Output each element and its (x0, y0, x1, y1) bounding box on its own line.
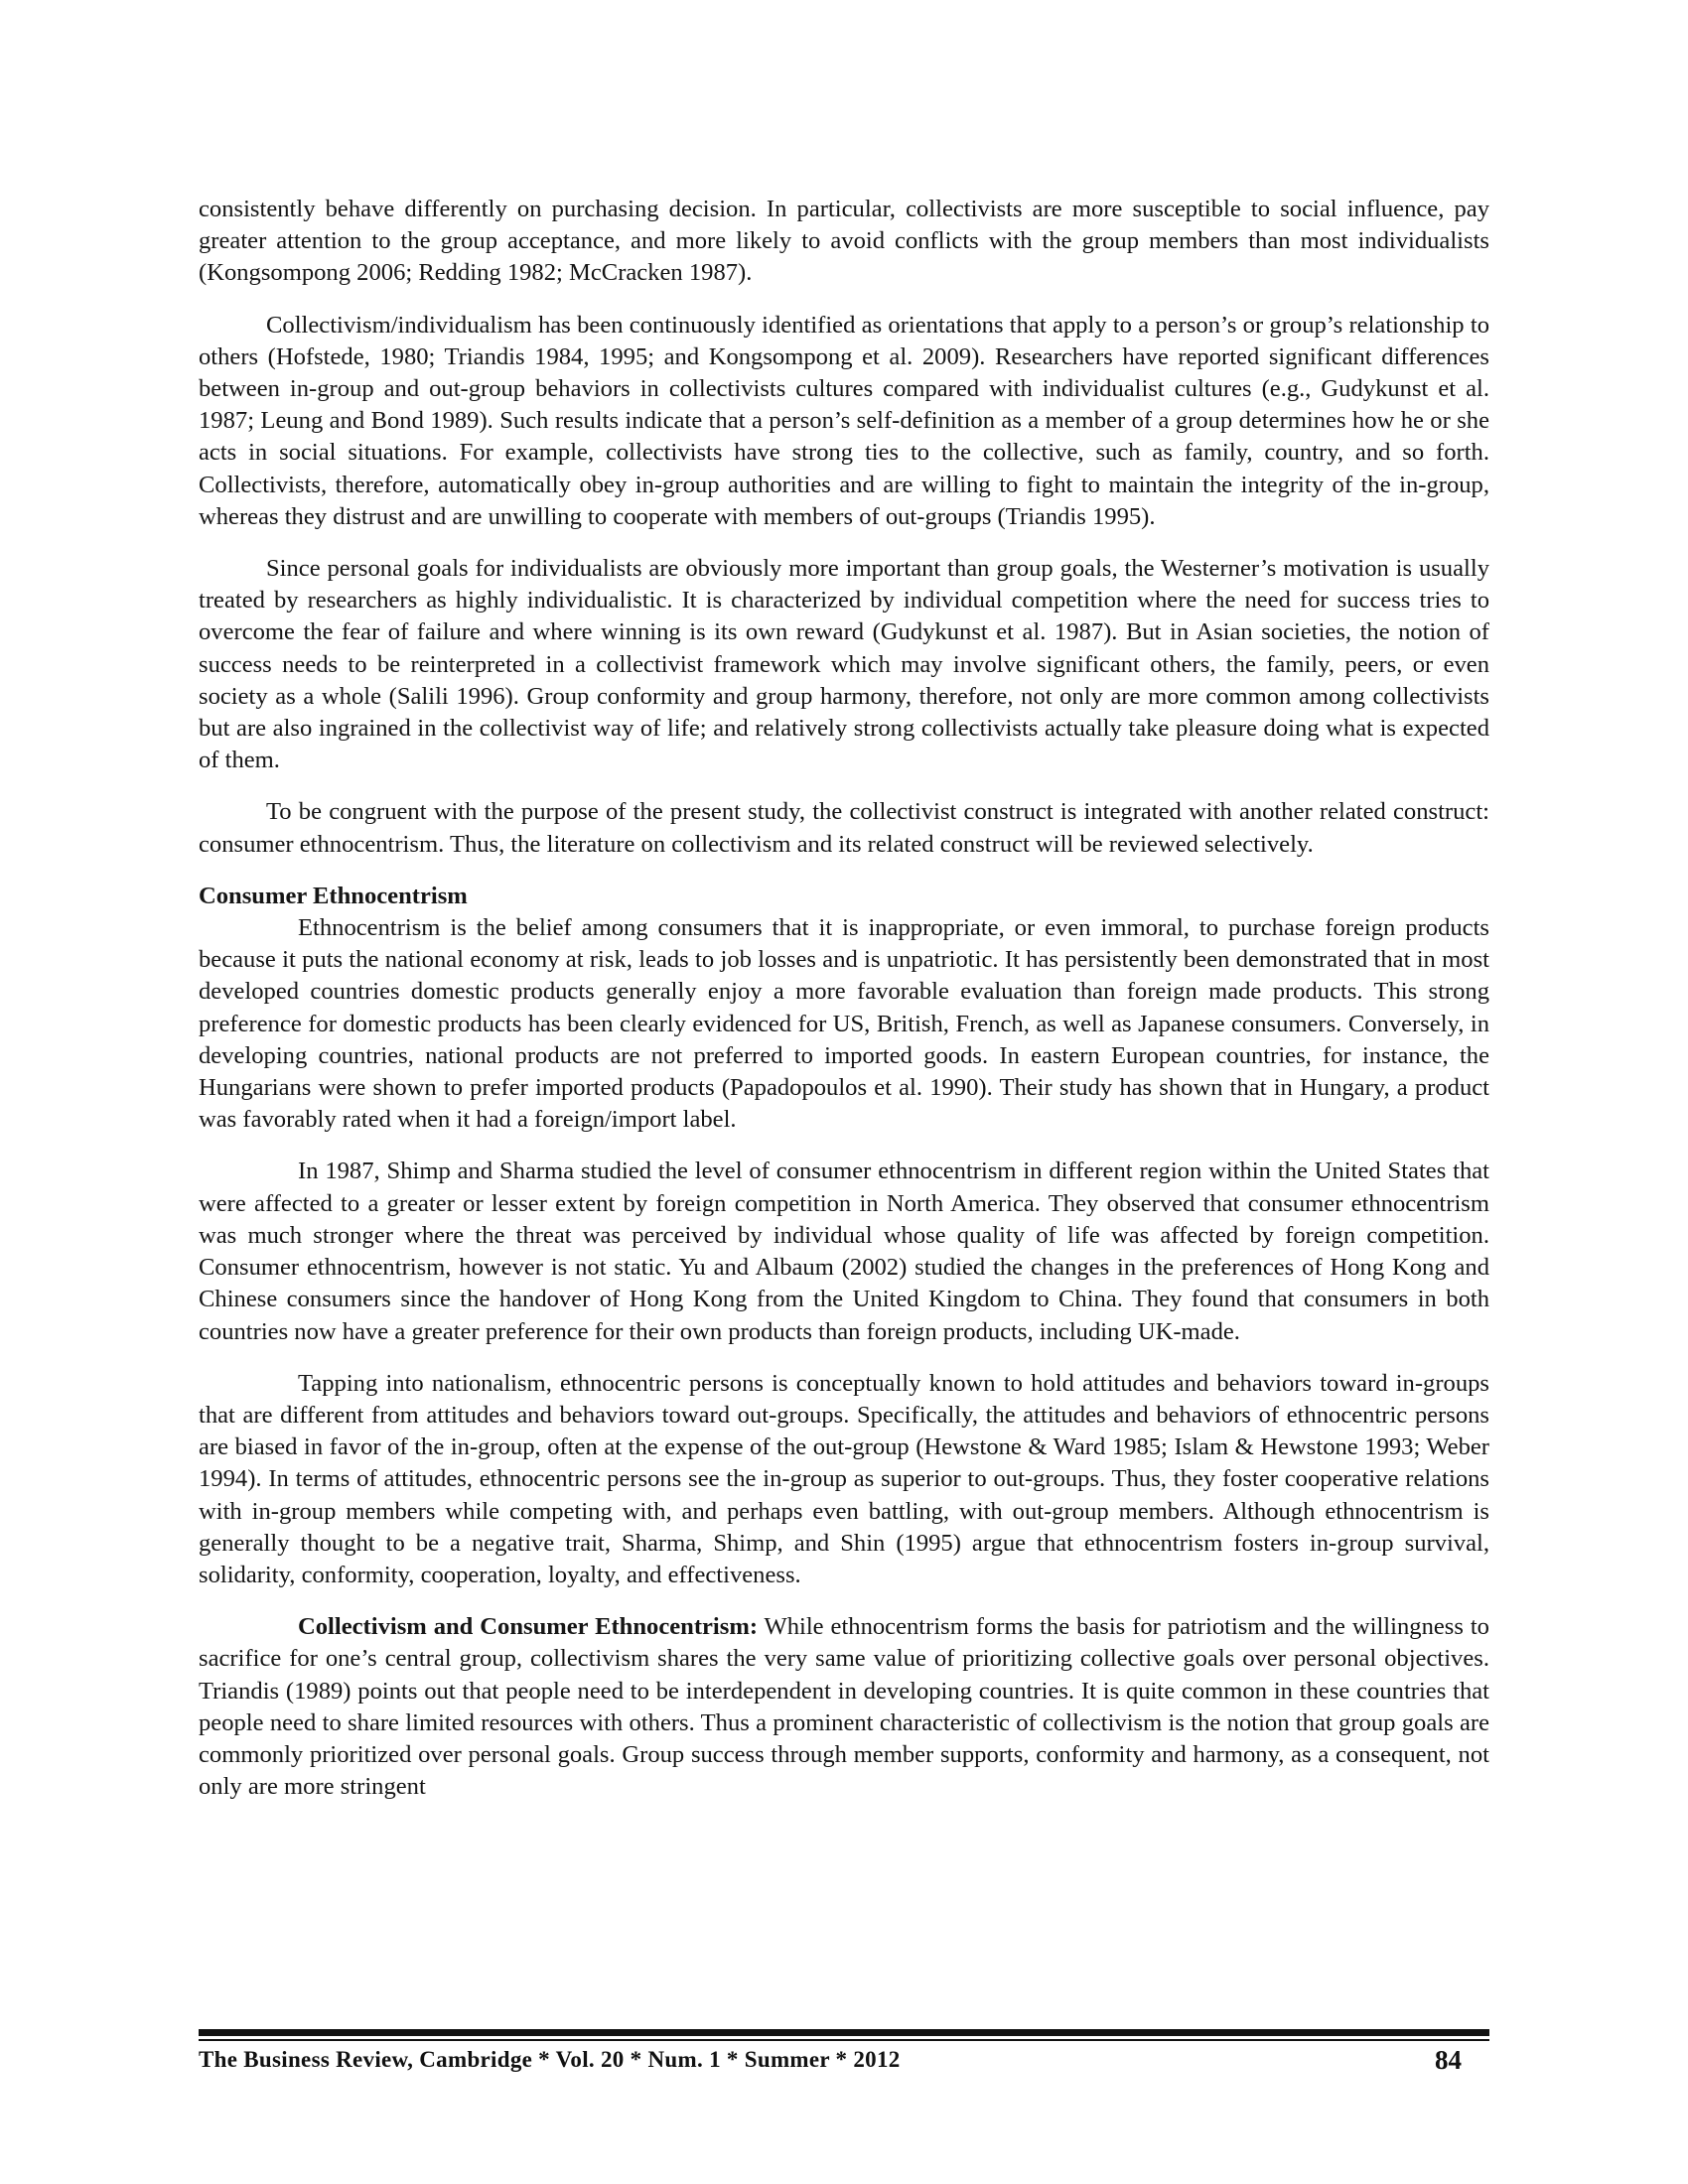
run-in-heading: Collectivism and Consumer Ethnocentrism: (298, 1613, 759, 1641)
page-body (199, 194, 1489, 1803)
paragraph-continued: consistently behave differently on purchasing decision. In particular, collectivists are more susceptible to social influence, pay greater attention to the group acceptance, and more likely to avoid conflicts with the group members than most individualists (Kongsompong 2006; Redding 1982; McCracken 1987). (199, 196, 1489, 287)
paragraph-collectivism-orientation: Collectivism/individualism has been continuously identified as orientations that apply to a person’s or group’s relationship to others (Hofstede, 1980; Triandis 1984, 1995; and Kongsompong et al. 2009). Researchers have reported significant differences between in-group and out-group behaviors in collectivists cultures compared with individualist cultures (e.g., Gudykunst et al. 1987; Leung and Bond 1989). Such results indicate that a person’s self-definition as a member of a group determines how he or she acts in social situations. For example, collectivists have strong ties to the collective, such as family, country, and so forth. Collectivists, therefore, automatically obey in-group authorities and are willing to fight to maintain the integrity of the in-group, whereas they distrust and are unwilling to cooperate with members of out-groups (Triandis 1995). (199, 311, 1489, 530)
footer-rule-thin (199, 2039, 1489, 2041)
paragraph-collectivism-ethnocentrism (199, 1611, 1489, 1803)
journal-citation: The Business Review, Cambridge * Vol. 20 * Num. 1 * Summer * 2012 (199, 2047, 901, 2072)
page-number: 84 (1435, 2045, 1462, 2075)
paragraph-text: While ethnocentrism forms the basis for patriotism and the willingness to sacrifice for one’s central group, collectivism shares the very same value of prioritizing collective goals over personal objectives. Triandis (1989) points out that people need to be interdependent in developing countries. It is quite common in these countries that people need to share limited resources with others. Thus a prominent characteristic of collectivism is the notion that group goals are commonly prioritized over personal goals. Group success through member supports, conformity and harmony, as a consequent, not only are more stringent (199, 1613, 1489, 1801)
paragraph-shimp-sharma: In 1987, Shimp and Sharma studied the level of consumer ethnocentrism in different region within the United States that were affected to a greater or lesser extent by foreign competition in North America. They observed that consumer ethnocentrism was much stronger where the threat was perceived by individual whose quality of life was affected by foreign competition. Consumer ethnocentrism, however is not static. Yu and Albaum (2002) studied the changes in the preferences of Hong Kong and Chinese consumers since the handover of Hong Kong from the United Kingdom to China. They found that consumers in both countries now have a greater preference for their own products than foreign products, including UK-made. (199, 1158, 1489, 1345)
footer-rule-thick (199, 2029, 1489, 2036)
paragraph-congruent-purpose: To be congruent with the purpose of the present study, the collectivist construct is integrated with another related construct: consumer ethnocentrism. Thus, the literature on collectivism and its related construct will be reviewed selectively. (199, 798, 1489, 858)
paragraph-nationalism: Tapping into nationalism, ethnocentric persons is conceptually known to hold attitudes and behaviors toward in-groups that are different from attitudes and behaviors toward out-groups. Specifically, the attitudes and behaviors of ethnocentric persons are biased in favor of the in-group, often at the expense of the out-group (Hewstone & Ward 1985; Islam & Hewstone 1993; Weber 1994). In terms of attitudes, ethnocentric persons see the in-group as superior to out-groups. Thus, they foster cooperative relations with in-group members while competing with, and perhaps even battling, with out-group members. Although ethnocentrism is generally thought to be a negative trait, Sharma, Shimp, and Shin (1995) argue that ethnocentrism fosters in-group survival, solidarity, conformity, cooperation, loyalty, and effectiveness. (199, 1369, 1489, 1588)
paragraph-personal-goals: Since personal goals for individualists are obviously more important than group goals, the Westerner’s motivation is usually treated by researchers as highly individualistic. It is characterized by individual competition where the need for success tries to overcome the fear of failure and where winning is its own reward (Gudykunst et al. 1987). But in Asian societies, the notion of success needs to be reinterpreted in a collectivist framework which may involve significant others, the family, peers, or even society as a whole (Salili 1996). Group conformity and group harmony, therefore, not only are more common among collectivists but are also ingrained in the collectivist way of life; and relatively strong collectivists actually take pleasure doing what is expected of them. (199, 555, 1489, 774)
paragraph-ethnocentrism-definition: Ethnocentrism is the belief among consumers that it is inappropriate, or even immoral, to purchase foreign products because it puts the national economy at risk, leads to job losses and is unpatriotic. It has persistently been demonstrated that in most developed countries domestic products generally enjoy a more favorable evaluation than foreign made products. This strong preference for domestic products has been clearly evidenced for US, British, French, as well as Japanese consumers. Conversely, in developing countries, national products are not preferred to imported goods. In eastern European countries, for instance, the Hungarians were shown to prefer imported products (Papadopoulos et al. 1990). Their study has shown that in Hungary, a product was favorably rated when it had a foreign/import label. (199, 914, 1489, 1134)
section-heading-consumer-ethnocentrism: Consumer Ethnocentrism (199, 882, 468, 909)
